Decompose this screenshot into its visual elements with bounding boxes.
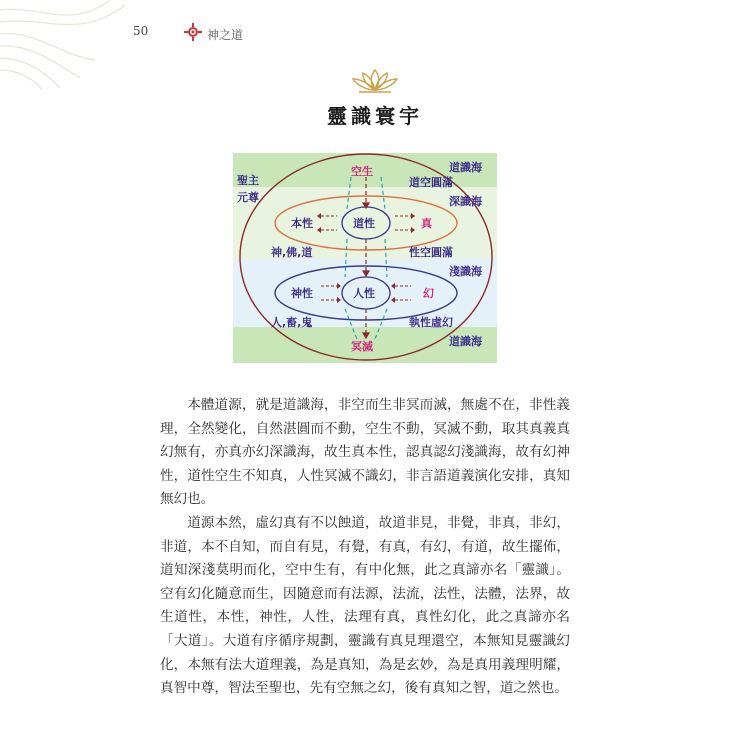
label-zhen: 真 <box>421 217 432 230</box>
label-dao-sea-bottom: 道識海 <box>449 335 482 348</box>
label-deep-sea: 深識海 <box>449 195 482 208</box>
label-shenxing: 神性 <box>291 287 313 300</box>
label-daokong: 道空圓滿 <box>409 176 453 189</box>
label-mingmie: 冥滅 <box>351 340 373 353</box>
label-shenfodao: 神,佛,道 <box>271 246 313 259</box>
corner-ornament <box>0 0 150 90</box>
label-xingkong: 性空圓滿 <box>409 246 453 259</box>
label-shallow-sea: 淺識海 <box>449 265 482 278</box>
lotus-icon <box>345 68 405 94</box>
section-heading: 靈識寰宇 <box>327 104 423 128</box>
label-daoxing: 道性 <box>353 217 375 230</box>
paragraph: 本體道源，就是道識海，非空而生非冥而滅，無處不在，非性義理，全然變化，自然湛圓而不動，空生不動，冥滅不動，取其真義真幻無有，亦真亦幻深識海，故生真本性，認真認幻淺識海，故有幻神性，道性空生不知真，人性冥滅不識幻，非言語道義演化安排，真知無幻也。 <box>160 397 570 508</box>
label-huan: 幻 <box>423 287 434 300</box>
book-title: 神之道 <box>207 28 244 42</box>
paragraph: 道源本然，虛幻真有不以蝕道，故道非見，非覺，非真，非幻，非道，本不自知，而自有見，有覺，有真，有幻，有道，故生擺佈，道知深淺莫明而化，空中生有，有中化無，此之真諦亦名「靈識」。空有幻化隨意而生，因隨意而有法源，法流，法性，法體，法界，故生道性，本性，神性，人性，法理有真，真性幻化，此之真諦亦名「大道」。大道有序循序規劃，靈識有真見理還空，本無知見靈識幻化，本無有法大道理義，為是真知，為是玄妙，為是真用義理明耀，真智中尊，智法至聖也，先有空無之幻，後有真知之智，道之然也。 <box>160 514 570 697</box>
label-renxing: 人性 <box>353 287 375 300</box>
label-zhixing: 執性虛幻 <box>409 316 453 329</box>
label-kongsheng: 空生 <box>351 165 373 178</box>
page-number: 50 <box>133 24 149 38</box>
label-benxing: 本性 <box>291 217 313 230</box>
body-text <box>160 394 570 701</box>
spiritual-consciousness-diagram <box>233 153 497 363</box>
label-renchugui: 人,畜,鬼 <box>271 316 313 329</box>
label-dao-sea-top: 道識海 <box>449 161 482 174</box>
book-logo-icon <box>183 22 203 42</box>
label-holy-lord: 聖主 <box>237 174 259 187</box>
label-yuan-zun: 元尊 <box>237 191 259 204</box>
